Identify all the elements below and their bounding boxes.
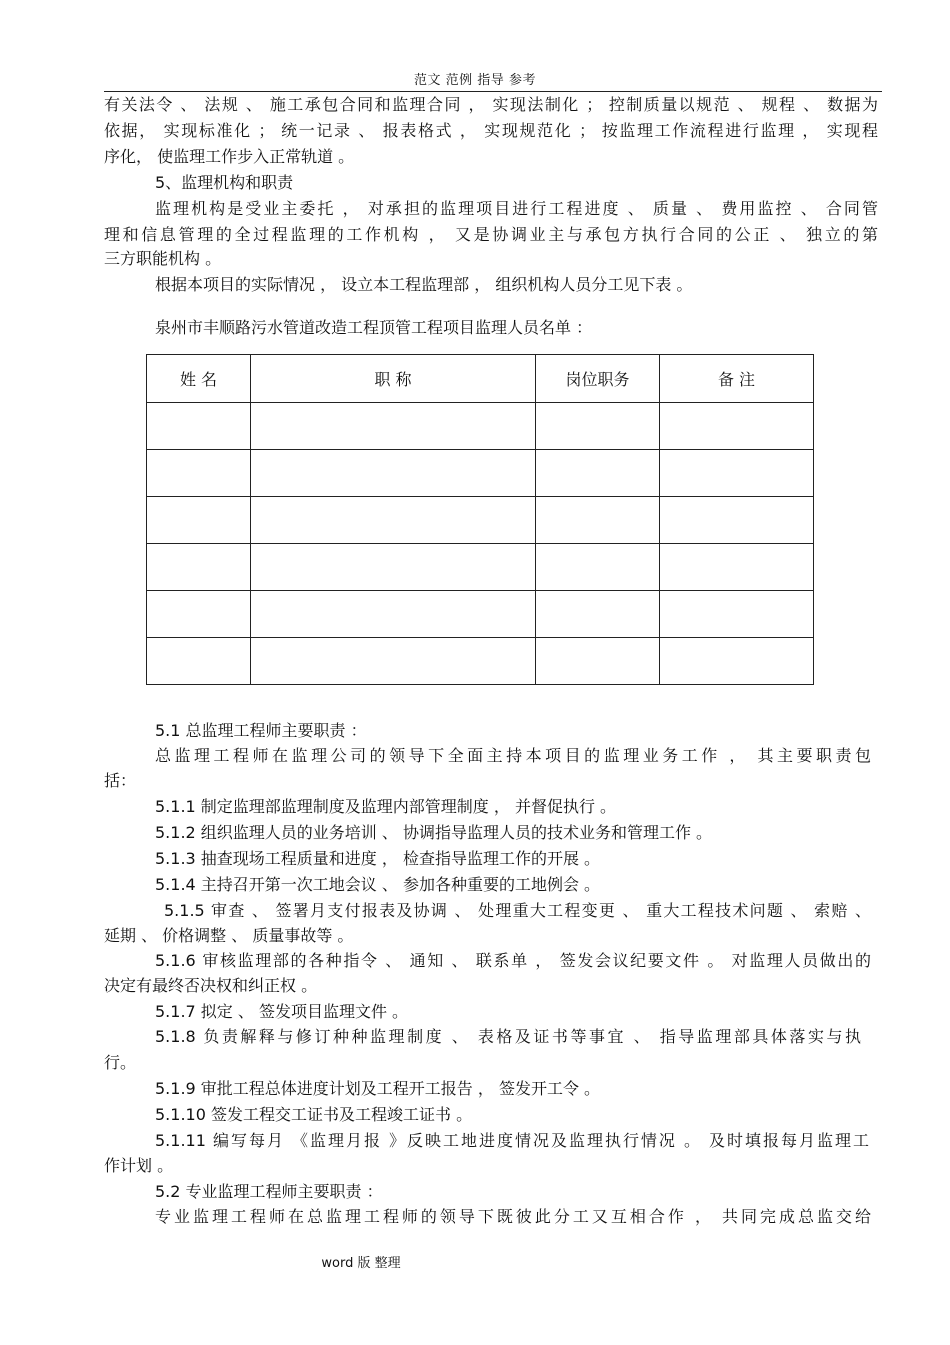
table-cell <box>147 450 251 497</box>
table-cell <box>147 403 251 450</box>
text-line: 三方职能机构 。 <box>104 249 222 268</box>
table-cell <box>251 497 536 544</box>
text-line: 5.1.7 拟定 、 签发项目监理文件 。 <box>155 1002 409 1021</box>
table-cell <box>660 638 814 685</box>
table-cell <box>660 544 814 591</box>
text-line: 5.1.9 审批工程总体进度计划及工程开工报告 ， 签发开工令 。 <box>155 1079 601 1098</box>
text-line: 5.1.10 签发工程交工证书及工程竣工证书 。 <box>155 1105 473 1124</box>
table-row <box>147 544 814 591</box>
table-cell <box>660 591 814 638</box>
table-cell <box>536 450 660 497</box>
table-cell <box>536 638 660 685</box>
subsection-heading: 5.2 专业监理工程师主要职责 ： <box>155 1182 383 1201</box>
text-line: 专业监理工程师在总监理工程师的领导下既彼此分工又互相合作 ， 共同完成总监交给 <box>155 1207 871 1226</box>
text-line: 延期 、 价格调整 、 质量事故等 。 <box>104 926 354 945</box>
table-cell <box>251 591 536 638</box>
text-line: 5.1.5 审查 、 签署月支付报表及协调 、 处理重大工程变更 、 重大工程技术问题 、 索赔 、 <box>164 901 871 920</box>
table-cell <box>536 497 660 544</box>
text-line: 理和信息管理的全过程监理的工作机构 ， 又是协调业主与承包方执行合同的公正 、 独立的第 <box>104 225 878 244</box>
text-line: 行。 <box>104 1053 137 1072</box>
header-rule <box>104 91 882 92</box>
page-header: 范文 范例 指导 参考 <box>414 73 536 88</box>
staff-table <box>146 354 814 685</box>
text-line: 5.1.1 制定监理部监理制度及监理内部管理制度 ， 并督促执行 。 <box>155 797 617 816</box>
column-header: 职 称 <box>251 355 536 403</box>
section-heading: 5、监理机构和职责 <box>155 173 294 192</box>
text-line: 根据本项目的实际情况 ， 设立本工程监理部 ， 组织机构人员分工见下表 。 <box>155 275 693 294</box>
subsection-heading: 5.1 总监理工程师主要职责 ： <box>155 721 367 740</box>
text-line: 作计划 。 <box>104 1156 174 1175</box>
text-line: 5.1.4 主持召开第一次工地会议 、 参加各种重要的工地例会 。 <box>155 875 601 894</box>
column-header: 姓 名 <box>147 355 251 403</box>
table-cell <box>251 638 536 685</box>
table-cell <box>147 544 251 591</box>
table-cell <box>660 450 814 497</box>
table-caption: 泉州市丰顺路污水管道改造工程顶管工程项目监理人员名单 ： <box>155 318 593 337</box>
text-line: 决定有最终否决权和纠正权 。 <box>104 976 318 995</box>
page-footer: word 版 整理 <box>321 1256 401 1271</box>
column-header: 备 注 <box>660 355 814 403</box>
table-cell <box>536 591 660 638</box>
column-header: 岗位职务 <box>536 355 660 403</box>
table-row <box>147 403 814 450</box>
text-line: 5.1.11 编写每月 《监理月报 》反映工地进度情况及监理执行情况 。 及时填报每月监理工 <box>155 1131 869 1150</box>
table-cell <box>147 591 251 638</box>
table-cell <box>147 638 251 685</box>
text-line: 5.1.6 审核监理部的各种指令 、 通知 、 联系单 ， 签发会议纪要文件 。 对监理人员做出的 <box>155 951 871 970</box>
table-cell <box>536 403 660 450</box>
text-line: 依据， 实现标准化 ； 统一记录 、 报表格式 ， 实现规范化 ； 按监理工作流程进行监理 ， 实现程 <box>104 121 878 140</box>
table-cell <box>147 497 251 544</box>
table-row <box>147 497 814 544</box>
table-cell <box>251 450 536 497</box>
text-line: 监理机构是受业主委托 ， 对承担的监理项目进行工程进度 、 质量 、 费用监控 、 合同管 <box>155 199 878 218</box>
table-row <box>147 450 814 497</box>
table-cell <box>251 544 536 591</box>
text-line: 5.1.2 组织监理人员的业务培训 、 协调指导监理人员的技术业务和管理工作 。 <box>155 823 713 842</box>
text-line: 5.1.8 负责解释与修订种种监理制度 、 表格及证书等事宜 、 指导监理部具体落实与执 <box>155 1027 861 1046</box>
text-line: 5.1.3 抽查现场工程质量和进度 ， 检查指导监理工作的开展 。 <box>155 849 601 868</box>
text-line: 总监理工程师在监理公司的领导下全面主持本项目的监理业务工作 ， 其主要职责包 <box>155 746 871 765</box>
table-cell <box>536 544 660 591</box>
text-line: 有关法令 、 法规 、 施工承包合同和监理合同 ， 实现法制化 ； 控制质量以规范 、 规程 、 数据为 <box>104 95 878 114</box>
text-line: 括： <box>104 771 137 790</box>
table-cell <box>251 403 536 450</box>
table-header-row <box>147 355 814 403</box>
text-line: 序化， 使监理工作步入正常轨道 。 <box>104 147 355 166</box>
table-cell <box>660 403 814 450</box>
table-cell <box>660 497 814 544</box>
table-row <box>147 591 814 638</box>
table-row <box>147 638 814 685</box>
